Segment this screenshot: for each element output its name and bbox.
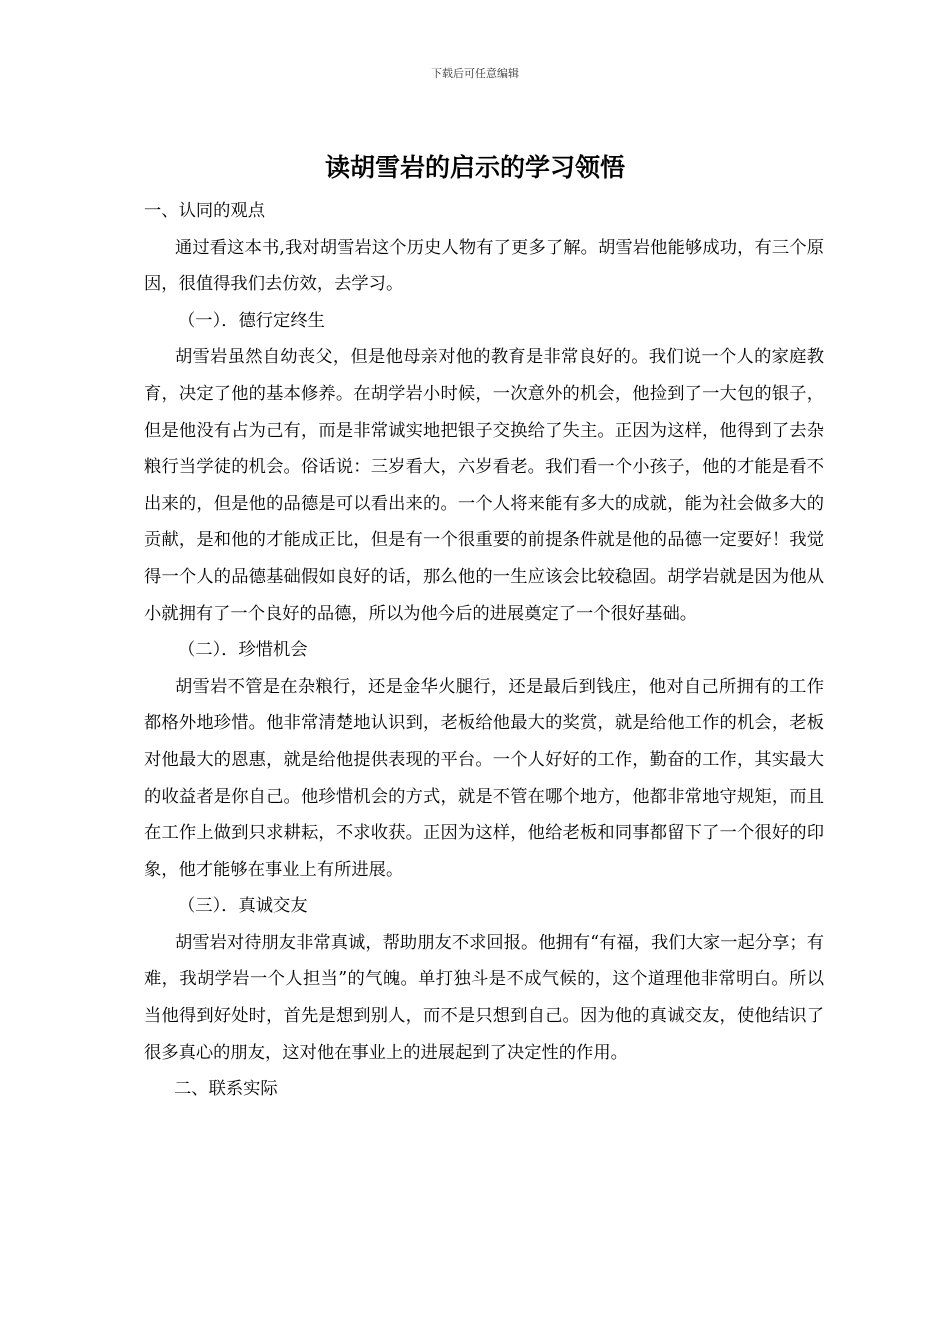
subsection-2-paragraph: 胡雪岩不管是在杂粮行，还是金华火腿行，还是最后到钱庄，他对自己所拥有的工作都格外地珍惜。他非常清楚地认识到，老板给他最大的奖赏，就是给他工作的机会，老板对他最大的恩惠，就是给他提供表现的平台。一个人好好的工作，勤奋的工作，其实最大的收益者是你自己。他珍惜机会的方式，就是不管在哪个地方，他都非常地守规矩，而且在工作上做到只求耕耘，不求收获。正因为这样，他给老板和同事都留下了一个很好的印象，他才能够在事业上有所进展。 — [144, 676, 824, 880]
section-heading-1: 一、认同的观点 — [144, 201, 265, 221]
subsection-heading-2: （二）．珍惜机会 — [178, 640, 308, 661]
header-note: 下载后可任意编辑 — [431, 67, 519, 80]
subsection-3-paragraph: 胡雪岩对待朋友非常真诚，帮助朋友不求回报。他拥有“有福，我们大家一起分享；有难，我胡学岩一个人担当”的气魄。单打独斗是不成气候的，这个道理他非常明白。所以当他得到好处时，首先是想到别人，而不是只想到自己。因为他的真诚交友，使他结识了很多真心的朋友，这对他在事业上的进展起到了决定性的作用。 — [144, 932, 824, 1063]
subsection-heading-1: （一）．德行定终生 — [178, 310, 325, 331]
intro-paragraph: 通过看这本书,我对胡雪岩这个历史人物有了更多了解。胡雪岩他能够成功，有三个原因，很值得我们去仿效，去学习。 — [144, 237, 824, 295]
section-heading-2: 二、联系实际 — [174, 1079, 278, 1100]
document-title: 读胡雪岩的启示的学习领悟 — [324, 153, 625, 182]
subsection-heading-3: （三）．真诚交友 — [178, 896, 308, 917]
document-body — [144, 193, 824, 1108]
subsection-1-paragraph: 胡雪岩虽然自幼丧父，但是他母亲对他的教育是非常良好的。我们说一个人的家庭教育，决定了他的基本修养。在胡学岩小时候，一次意外的机会，他捡到了一大包的银子，但是他没有占为己有，而是非常诚实地把银子交换给了失主。正因为这样，他得到了去杂粮行当学徒的机会。俗话说：三岁看大，六岁看老。我们看一个小孩子，他的才能是看不出来的，但是他的品德是可以看出来的。一个人将来能有多大的成就，能为社会做多大的贡献，是和他的才能成正比，但是有一个很重要的前提条件就是他的品德一定要好！我觉得一个人的品德基础假如良好的话，那么他的一生应该会比较稳固。胡学岩就是因为他从小就拥有了一个良好的品德，所以为他今后的进展奠定了一个很好基础。 — [144, 347, 824, 624]
